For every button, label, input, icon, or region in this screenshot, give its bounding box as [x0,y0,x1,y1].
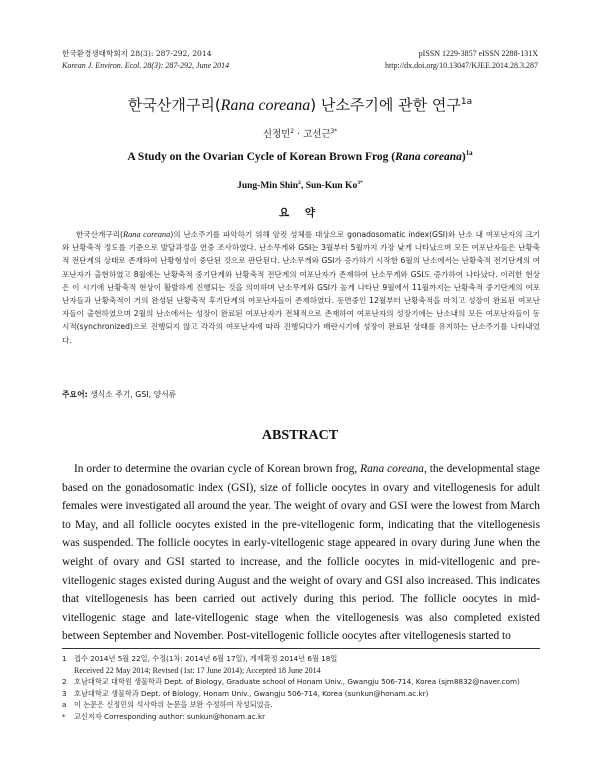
abstract-ko-part2: )의 난소주기를 파악하기 위해 암컷 성체를 대상으로 gonadosomatic index(GSI)와 난소 내 여포난자의 크기와 난황축적 정도를 기준으로 발달과정을 연중 조사하였다. 난소무게와 GSI는 3월부터 5월까지 가장 낮게 나타났으며 모든 여포난자들은 난황축적 전단계의 상태로 존재하여 난황형성이 중단된 것으로 판단된다. 난소무게와 GSI가 증가하기 시작한 6월의 난소에서는 난황축적 전기단계의 여포난자가 출현하였고 8월에는 난황축적 중기단계와 난황축적 전단계의 여포난자가 존재하여 난소무게와 GSI도 증가하여 나타났다. 이러한 현상은 이 시기에 난황축적 현상이 활발하게 진행되는 것을 의미하며 난소무게와 GSI가 높게 나타난 9월에서 11월까지는 난황축적 중기단계의 여포난자들과 난황축적이 거의 완성된 난황축적 후기단계의 여포난자들이 존재하였다. 동면중인 12월부터 난황축적을 마치고 성장이 완료된 여포난자들이 출현하였으며 2월의 난소에서는 성장이 완료된 여포난자가 전체적으로 존재하여 여포난자의 성장기에는 난소내의 모든 여포난자들이 동시적(synchronized)으로 진행되지 않고 각각의 여포난자에 따라 진행되다가 배란시기에 성장이 완료된 상태를 유지하는 난소주기를 나타내었다. [62,230,540,345]
author-en-sep: , [300,181,306,191]
abstract-ko-species: Rana coreana [122,230,171,239]
abstract-en-species: Rana coreana [360,463,424,475]
authors-english [0,181,600,191]
footnote-text: 접수 2014년 5월 22일, 수정(1차: 2014년 6월 17일), 게재확정 2014년 6월 18일 [74,654,338,663]
footnote-1 [62,653,542,676]
abstract-heading: ABSTRACT [261,428,339,443]
author-en-2-sup: 3* [357,179,363,186]
footnote-text: 이 논문은 신정민의 석사학위 논문을 보완 수정하여 작성되었음. [74,700,273,710]
title-ko-before: 한국산개구리( [127,96,221,114]
author-ko-2-sup: 3* [330,128,338,135]
keywords-label: 주요어: [62,390,88,399]
journal-citation-ko: 한국환경생태학회지 28(3): 287-292, 2014 [62,49,212,58]
title-english [0,151,600,163]
footnote-a [62,699,542,711]
title-ko-sup: 1a [460,97,473,107]
footnote-text: 교신저자 Corresponding author: sunkun@honam.ac.kr [74,711,266,721]
footnote-2 [62,676,542,688]
journal-citation-en: Korean J. Environ. Ecol. 28(3): 287-292, June 2014 [62,61,230,70]
summary-heading-korean: 요 약 [279,207,321,219]
abstract-en-part1: In order to determine the ovarian cycle of Korean brown frog, [74,463,361,475]
footnote-mark: a [62,700,67,710]
title-ko-species: Rana coreana [220,97,311,114]
doi-link[interactable]: http://dx.doi.org/10.13047/KJEE.2014.28.3.287 [385,61,538,70]
title-en-after: ) [461,151,466,163]
footnote-mark: 3 [62,688,67,698]
footnote-divider [62,648,540,649]
footnote-mark: * [62,711,66,721]
abstract-ko-part1: 한국산개구리( [76,230,123,239]
title-en-sup: 1a [465,150,473,158]
author-en-1-sup: 2 [298,179,301,186]
keywords-value: 생식소 주기, GSI, 양서류 [87,390,177,399]
author-en-1: Jung-Min Shin [237,181,299,191]
footnote-3 [62,688,542,700]
author-ko-1: 신정민 [262,129,291,140]
author-ko-2: 고선근 [303,129,331,140]
journal-identifiers [385,48,538,72]
footnote-mark: 1 [62,654,67,663]
author-ko-1-sup: 2 [290,128,295,135]
title-en-species: Rana coreana [395,151,462,163]
footnote-mark: 2 [62,677,67,687]
footnote-text-en: Received 22 May 2014; Revised (1st: 17 June 2014); Accepted 18 June 2014 [74,665,321,675]
authors-korean [0,126,600,140]
abstract-english [62,460,540,646]
title-en-before: A Study on the Ovarian Cycle of Korean Brown Frog ( [127,151,396,163]
issn: pISSN 1229-3857 eISSN 2288-131X [418,49,538,58]
abstract-en-part2: , the developmental stage based on the gonadosomatic index (GSI), size of follicle oocytes in ovary and vitellogenesis for adult females were investigated all around the year. The weight of ovary and GSI were the lowest from March to May, and all follicle oocytes existed in the pre-vitellogenic form, indicating that the vitellogenesis was suspended. The follicle oocytes in early-vitellogenic stage appeared in ovary during June when the weight of ovary and GSI started to increase, and the follicle oocytes in mid-vitellogenic and pre-vitellogenic stages existed during August and the weight of ovary and GSI also increased. This indicates that vitellogenesis has been carried out actively during this period. The follicle oocytes in mid-vitellogenic stage and late-vitellogenic stage when the vitellogenesis was also completed existed between September and November. Post-vitellogenic follicle oocytes after vitellogenesis started to [62,463,540,643]
footnote-corresponding [62,711,542,723]
author-ko-sep: · [294,129,304,140]
author-en-2: Sun-Kun Ko [305,181,358,191]
abstract-korean [62,228,540,347]
keywords [62,389,176,400]
journal-citation [62,48,229,72]
title-korean [0,94,600,115]
footnotes [62,653,542,723]
footnote-text: 호남대학교 대학원 생물학과 Dept. of Biology, Graduate school of Honam Univ., Gwangju 506-714, Korea (sjm8832@naver.com) [74,677,520,687]
title-ko-after: ) 난소주기에 관한 연구 [310,96,461,114]
footnote-text: 호남대학교 생물학과 Dept. of Biology, Honam Univ., Gwangju 506-714, Korea (sunkun@honam.ac.kr) [74,688,429,698]
